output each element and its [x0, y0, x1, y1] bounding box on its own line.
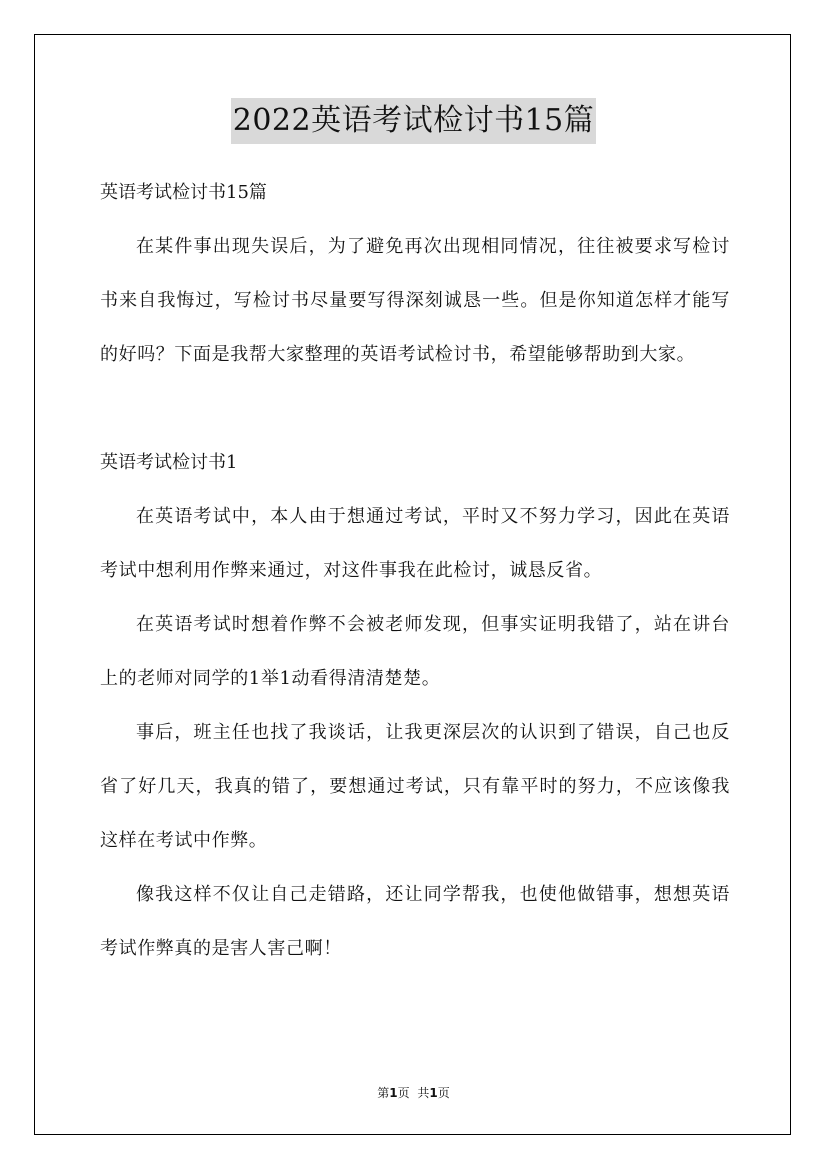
- total-prefix: 共: [417, 1086, 430, 1100]
- page-prefix: 第: [377, 1086, 390, 1100]
- section1-paragraph: 像我这样不仅让自己走错路，还让同学帮我，也使他做错事，想想英语考试作弊真的是害人害己啊！: [100, 884, 730, 959]
- section1-paragraph: 在英语考试中，本人由于想通过考试，平时又不努力学习，因此在英语考试中想利用作弊来通过，对这件事我在此检讨，诚恳反省。: [100, 506, 730, 581]
- section1-paragraph: 在英语考试时想着作弊不会被老师发现，但事实证明我错了，站在讲台上的老师对同学的1举1动看得清清楚楚。: [100, 614, 730, 689]
- total-pages: 1: [429, 1086, 438, 1100]
- section1-heading: 英语考试检讨书1: [100, 452, 238, 473]
- paragraph-gap: [100, 382, 730, 436]
- page-footer: [0, 1084, 827, 1101]
- document-body: [100, 166, 730, 976]
- page-number: 1: [389, 1086, 398, 1100]
- intro-heading: 英语考试检讨书15篇: [100, 182, 267, 203]
- total-suffix: 页: [437, 1086, 450, 1100]
- document-title: 2022英语考试检讨书15篇: [231, 98, 597, 144]
- section1-paragraph: 事后，班主任也找了我谈话，让我更深层次的认识到了错误，自己也反省了好几天，我真的错了，要想通过考试，只有靠平时的努力，不应该像我这样在考试中作弊。: [100, 722, 730, 851]
- intro-paragraph: 在某件事出现失误后，为了避免再次出现相同情况，往往被要求写检讨书来自我悔过，写检讨书尽量要写得深刻诚恳一些。但是你知道怎样才能写的好吗？下面是我帮大家整理的英语考试检讨书，希望能够帮助到大家。: [100, 236, 730, 365]
- page-suffix: 页: [397, 1086, 410, 1100]
- title-container: [0, 98, 827, 144]
